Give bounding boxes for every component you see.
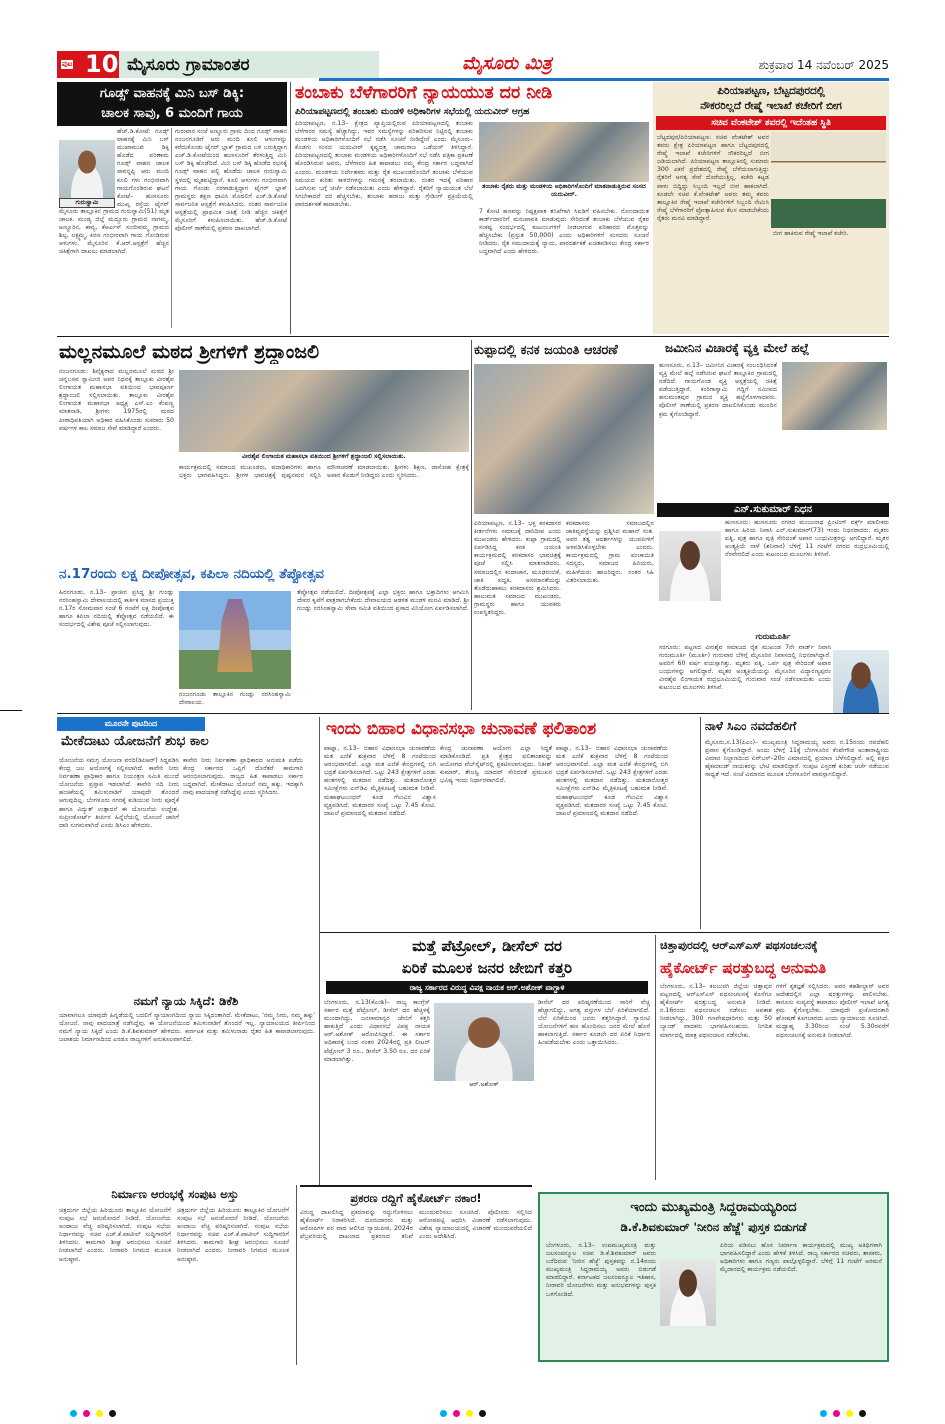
story-gurumurthy <box>657 632 889 714</box>
column-divider <box>319 717 320 1187</box>
headline: ಚಿತ್ತಾಪುರದಲ್ಲಿ ಆರ್‌ಎಸ್‌ಎಸ್ ಪಥಸಂಚಲನಕ್ಕೆ <box>660 939 818 952</box>
story-construction <box>57 1185 293 1365</box>
article-body: ಕಾರ್ಯಕ್ರಮದಲ್ಲಿ ಸಮಾಜದ ಮುಖಂಡರು, ಪದಾಧಿಕಾರಿಗಳು ಹಾಗೂ ಭಕ್ತರು ಭಾಗವಹಿಸಿದ್ದರು. ಶ್ರೀಗಳ ಭಾವಚಿತ್ರಕ್ಕೆ ಪುಷ್ಪನಮನ ಸಲ್ಲಿಸಿ ಮೌನಾಚರಣೆ ಮಾಡಲಾಯಿತು. ಶ್ರೀಗಳು ಶಿಕ್ಷಣ, ದಾಸೋಹ ಕ್ಷೇತ್ರಕ್ಕೆ ಅಪಾರ ಕೊಡುಗೆ ನೀಡಿದ್ದರು ಎಂದು ಸ್ಮರಿಸಿದರು. <box>179 464 469 480</box>
headline: ಕುಪ್ಪಾದಲ್ಲಿ ಕನಕ ಜಯಂತಿ ಆಚರಣೆ <box>474 343 618 358</box>
magenta-dot <box>453 1410 460 1417</box>
black-dot <box>479 1410 486 1417</box>
article-body: ಪಾಟ್ನಾ, ನ.13– ಬಿಹಾರ ವಿಧಾನಸಭಾ ಚುನಾವಣೆಯ ಮತ ಎಣಿಕೆ ಶುಕ್ರವಾರ ಬೆಳಿಗ್ಗೆ 8 ಗಂಟೆಯಿಂದ ಆರಂಭವಾಗಲಿದೆ. ಎಲ್ಲಾ ಮತ ಎಣಿಕೆ ಕೇಂದ್ರಗಳಲ್ಲಿ ಬಿಗಿ ಭದ್ರತೆ ಏರ್ಪಡಿಸಲಾಗಿದೆ. ಒಟ್ಟು 243 ಕ್ಷೇತ್ರಗಳಿಗೆ ಎರಡು ಹಂತಗಳಲ್ಲಿ ಮತದಾನ ನಡೆದಿತ್ತು. ಮತದಾನೋತ್ತರ ಸಮೀಕ್ಷೆಗಳು ಎನ್‌ಡಿಎ ಮೈತ್ರಿಕೂಟಕ್ಕೆ ಬಹುಮತ ನೀಡಿವೆ. ಮಹಾಘಟಬಂಧನ್ ಕೂಡ ಗೆಲುವಿನ ವಿಶ್ವಾಸ ವ್ಯಕ್ತಪಡಿಸಿದೆ. ಮತದಾರರ ಸಂಖ್ಯೆ ಒಟ್ಟು 7.45 ಕೋಟಿ. ದಾಖಲೆ ಪ್ರಮಾಣದಲ್ಲಿ ಮತದಾನ ನಡೆದಿದೆ. <box>556 745 668 817</box>
photo-caption: ನಂಜನಗೂಡು ತಾಲ್ಲೂಕಿನ ಗುಂಡ್ಲು ನರಸಿಂಹಸ್ವಾಮಿ ದೇವಾಲಯ. <box>179 691 291 707</box>
headline: ಮಲ್ಲನಮೂಲೆ ಮಠದ ಶ್ರೀಗಳಿಗೆ ಶ್ರದ್ಧಾಂಜಲಿ <box>59 341 320 363</box>
story-mallanamoole <box>57 340 469 560</box>
photo-caption: ಆರ್.ಅಶೋಕ್ <box>469 1081 499 1088</box>
headline-rule <box>300 1185 532 1187</box>
headline: ಪ್ರಕರಣ ರದ್ದಿಗೆ ಹೈಕೋರ್ಟ್ ನಕಾರ! <box>350 1191 482 1205</box>
article-body: ತೆಪ್ಪೋತ್ಸವ ನಡೆಯಲಿದೆ. ದೀಪೋತ್ಸವಕ್ಕೆ ಎಲ್ಲಾ ಭಕ್ತರು ಹಾಗೂ ಭಕ್ತಾದಿಗಳು ಆಗಮಿಸಿ ದೇವರ ಕೃಪೆಗೆ ಪಾತ್ರರಾಗಬೇಕೆಂದು ದೇವಾಲಯದ ಆಡಳಿತ ಮಂಡಳಿ ಮನವಿ ಮಾಡಿದೆ. ಶ್ರೀ ಗುಂಡ್ಲು ನರಸಿಂಹಸ್ವಾಮಿ ಸೇವಾ ಸಮಿತಿ ವತಿಯಿಂದ ಪ್ರಸಾದ ವಿನಿಯೋಗ ಏರ್ಪಡಿಸಲಾಗಿದೆ. <box>297 589 469 613</box>
section-band <box>119 51 379 78</box>
subhead-banner: ರಾಜ್ಯ ಸರ್ಕಾರದ ವಿರುದ್ಧ ವಿಪಕ್ಷ ನಾಯಕ ಆರ್.ಅಶೋಕ್ ವಾಗ್ದಾಳಿ <box>326 981 648 994</box>
article-body: ಯೋಜನೆಯ ಸಮಗ್ರ ಯೋಜನಾ ವರದಿ(ಡಿಪಿಆರ್) ಸಿದ್ಧಪಡಿಸಿ ಕೇಂದ್ರ ಜಲ ಆಯೋಗಕ್ಕೆ ಸಲ್ಲಿಸಲಾಗಿದೆ. ಕಾವೇರಿ ನೀರು ನಿರ್ವಹಣಾ ಪ್ರಾಧಿಕಾರ ಹಾಗೂ ನಿಯಂತ್ರಣ ಸಮಿತಿ ಮುಂದೆ ಯೋಜನೆಯ ಪ್ರಸ್ತಾಪ ಇಡಲಾಗಿದೆ. ಕಾವೇರಿ ನದಿ ನೀರು ಹಂಚಿಕೆಯಲ್ಲಿ ತಮಿಳುನಾಡಿಗೆ ಯಾವುದೇ ತೊಂದರೆ ಆಗುವುದಿಲ್ಲ. ಬೆಂಗಳೂರು ನಗರಕ್ಕೆ ಕುಡಿಯುವ ನೀರು ಪೂರೈಕೆ ಹಾಗೂ ವಿದ್ಯುತ್ ಉತ್ಪಾದನೆ ಈ ಯೋಜನೆಯ ಉದ್ದೇಶ. ಸುಪ್ರೀಂಕೋರ್ಟ್ ತೀರ್ಪಿನ ಹಿನ್ನೆಲೆಯಲ್ಲಿ ಯೋಜನೆ ಜಾರಿಗೆ ದಾರಿ ಸುಗಮವಾಗಿದೆ ಎಂದು ಡಿಸಿಎಂ ಹೇಳಿದರು. <box>59 757 179 829</box>
article-body: ಪಿರಿಯಾಪಟ್ಟಣ, ನ.13– ಭಕ್ತ ಕನಕದಾಸರ ಕೀರ್ತನೆಗಳು ಸಮಾಜಕ್ಕೆ ದಾರಿದೀಪ ಎಂದು ಮುಖಂಡರು ಹೇಳಿದರು. ಕುಪ್ಪಾ ಗ್ರಾಮದಲ್ಲಿ ಏರ್ಪಡಿಸಿದ್ದ ಕನಕ ಜಯಂತಿ ಕಾರ್ಯಕ್ರಮದಲ್ಲಿ ಕನಕದಾಸರ ಭಾವಚಿತ್ರಕ್ಕೆ ಪೂಜೆ ಸಲ್ಲಿಸಿ ಮಾತನಾಡಿದರು. ಸಮಾಜದಲ್ಲಿನ ಕಂದಾಚಾರ, ಮೂಢನಂಬಿಕೆ, ಜಾತಿ ಪದ್ಧತಿ, ಅಸಮಾನತೆಯನ್ನು ತೊಡೆದುಹಾಕಲು ಕನಕದಾಸರು ಶ್ರಮಿಸಿದರು. ಹಾಲುಮತ ಸಮಾಜದ ಮುಖಂಡರು, ಗ್ರಾಮಸ್ಥರು ಹಾಗೂ ಯುವಕರು ಉಪಸ್ಥಿತರಿದ್ದರು. <box>474 520 561 617</box>
headline: ಎನ್.ಸುಕುಮಾರ್ ನಿಧನ <box>657 503 889 517</box>
headline: ಏರಿಕೆ ಮೂಲಕ ಜನರ ಜೇಬಿಗೆ ಕತ್ತರಿ <box>401 959 573 977</box>
article-body: ಮೈಸೂರು,ನ.13(ಪಿಎಂ)– ಮುಖ್ಯಮಂತ್ರಿ ಸಿದ್ದರಾಮಯ್ಯ ಅವರು ನ.15ರಂದು ನವದೆಹಲಿ ಪ್ರವಾಸ ಕೈಗೊಂಡಿದ್ದಾರೆ. ಅಂದು ಬೆಳಿಗ್ಗೆ 11ಕ್ಕೆ ಬೆಂಗಳೂರಿನ ಕೆಂಪೇಗೌಡ ಅಂತಾರಾಷ್ಟ್ರೀಯ ವಿಮಾನ ನಿಲ್ದಾಣದಿಂದ ಏರ್‌ಬಸ್–20ರ ವಿಮಾನದಲ್ಲಿ ಪ್ರಯಾಣ ಬೆಳೆಸಲಿದ್ದಾರೆ. ಅಲ್ಲಿ ಪಕ್ಷದ ಹೈಕಮಾಂಡ್ ನಾಯಕರನ್ನು ಭೇಟಿ ಮಾಡಲಿದ್ದಾರೆ. ಸಂಪುಟ ವಿಸ್ತರಣೆ ಕುರಿತು ಚರ್ಚೆ ನಡೆಯುವ ಸಾಧ್ಯತೆ ಇದೆ. ಸಂಜೆ ವಿಮಾನದ ಮೂಲಕ ಬೆಂಗಳೂರಿಗೆ ವಾಪಸ್ಸಾಗಲಿದ್ದಾರೆ. <box>705 739 889 779</box>
headline: ನಾಳೆ ಸಿಎಂ ನವದೆಹಲಿಗೆ <box>705 719 797 733</box>
yellow-dot <box>466 1410 473 1417</box>
article-lead: ಹೆಚ್.ಡಿ.ಕೋಟೆ: ಗೂಡ್ಸ್ ವಾಹನಕ್ಕೆ ಮಿನಿ ಬಸ್ ಮುಖಾಮುಖಿ ಡಿಕ್ಕಿ ಹೊಡೆದ ಪರಿಣಾಮ ಗೂಡ್ಸ್ ವಾಹನ ಚಾಲಕ ಸಾವನ್ನಪ್ಪಿ ಆರು ಮಂದಿ ಕೂಲಿ ಗಳು ಗಂಭೀರವಾಗಿ ಗಾಯಗೊಂಡಿರುವ ಘಟನೆ ಕೋಟೆ– ಹುಣಸೂರು ಮುಖ್ಯ ರಸ್ತೆಯ ಟೈಗರ್ <box>117 128 169 208</box>
column-divider <box>296 1185 297 1365</box>
article-body: ಡೀಸೆಲ್ ದರ ಪರಿಷ್ಕರಣೆಯಿಂದ ಸಾರಿಗೆ ವೆಚ್ಚ ಹೆಚ್ಚಾಗಲಿದ್ದು, ಅಗತ್ಯ ವಸ್ತುಗಳ ಬೆಲೆ ಏರಿಕೆಯಾಗಲಿದೆ. ಬೆಲೆ ಏರಿಕೆಯಿಂದ ಜನರು ತತ್ತರಿಸಿದ್ದಾರೆ. ಗ್ಯಾರಂಟಿ ಯೋಜನೆಗಳಿಗೆ ಹಣ ಹೊಂದಿಸಲು ಜನರ ಮೇಲೆ ಹೊರೆ ಹಾಕಲಾಗುತ್ತಿದೆ. ಸರ್ಕಾರ ಕೂಡಲೇ ದರ ಏರಿಕೆ ನಿರ್ಧಾರ ಹಿಂಪಡೆಯಬೇಕು ಎಂದು ಒತ್ತಾಯಿಸಿದರು. <box>538 999 650 1047</box>
yellow-dot <box>96 1410 103 1417</box>
story-goods-accident <box>57 82 287 332</box>
headline: ಇಂದು ಮುಖ್ಯಮಂತ್ರಿ ಸಿದ್ದರಾಮಯ್ಯರಿಂದ <box>630 1200 797 1215</box>
headline: ನಿರ್ಮಾಣ ಆರಂಭಕ್ಕೆ ಸಂಪುಟ ಅಸ್ತು <box>111 1187 239 1201</box>
headline-box <box>57 82 287 126</box>
cyan-dot <box>70 1410 77 1417</box>
article-body: 7 ಕೋಟಿ ಹಣವನ್ನು ನಿಷ್ಪಕ್ಷಪಾತ ತನಿಖೆಗಾಗಿ ಸಿಐಡಿಗೆ ವಹಿಸಬೇಕು. ನೋಂದಾಯಿತ ಕಾರ್ಡ್‌ದಾರರಿಗೆ ಮರುಪಾವತಿ ಮಾಡುವುದು ಸೇರಿದಂತೆ ತಂಬಾಕು ಬೆಳೆಯುವ ರೈತರ ಸಂಕಷ್ಟ ಸಂದರ್ಭದಲ್ಲಿ ಕುಟುಂಬಗಳಿಗೆ ನೀಡಲಾಗುವ ಪರಿಹಾರದ ಮೊತ್ತವನ್ನು ಹೆಚ್ಚಿಸಬೇಕು (ಪ್ರಸ್ತುತ 50,000) ಎಂದು ಅಧಿಕಾರಿಗಳಿಗೆ ಸಂಸದರು ಸೂಚನೆ ನೀಡಿದರು. ರೈತ ಸಮುದಾಯಕ್ಕೆ ನ್ಯಾಯ, ಪಾರದರ್ಶಕತೆ ಖಚಿತಪಡಿಸಲು ಕೇಂದ್ರ ಸರ್ಕಾರ ಬದ್ಧವಾಗಿದೆ ಎಂದು ಹೇಳಿದರು. <box>479 208 649 256</box>
article-body: ಬೆಂಗಳೂರು, ನ.13– ಉಪಮುಖ್ಯಮಂತ್ರಿ ಮತ್ತು ಜಲಸಂಪನ್ಮೂಲ ಸಚಿವ ಡಿ.ಕೆ.ಶಿವಕುಮಾರ್ ಅವರು ಬರೆದಿರುವ 'ನೀರಿನ ಹೆಜ್ಜೆ' ಪುಸ್ತಕವನ್ನು ನ.14ರಂದು ಮುಖ್ಯಮಂತ್ರಿ ಸಿದ್ದರಾಮಯ್ಯ ಅವರು ಬಿಡುಗಡೆ ಮಾಡಲಿದ್ದಾರೆ. ಕರ್ನಾಟಕದ ಜಲಸಂಪನ್ಮೂಲ ಇತಿಹಾಸ, ನೀರಾವರಿ ಯೋಜನೆಗಳು ಮತ್ತು ಅನುಭವಗಳನ್ನು ಪುಸ್ತಕ ಒಳಗೊಂಡಿದೆ. <box>546 1242 656 1298</box>
photo-gurumurthy <box>833 650 889 714</box>
photo-kanaka-jayanthi <box>474 364 654 514</box>
headline: ಡಿ.ಕೆ.ಶಿವಕುಮಾರ್ 'ನೀರಿನ ಹೆಜ್ಜೆ' ಪುಸ್ತಕ ಬಿಡುಗಡೆ <box>620 1220 807 1234</box>
photo-victim <box>782 362 887 430</box>
article-body: ಹುಣಸೂರು: ಹುಣಸೂರು ನಗರದ ಮಂಜುನಾಥ ಪ್ರಿಂಟಿಂಗ್ ವರ್ಕ್ಸ್ ಮಾಲೀಕರು ಹಾಗೂ ಹಿರಿಯ ನಿವಾಸಿ ಎನ್.ಸುಕುಮಾರ್(73) ಇಂದು ನಿಧನರಾದರು. ಮೃತರು ಪತ್ನಿ, ಪುತ್ರ ಹಾಗೂ ಪುತ್ರಿ ಸೇರಿದಂತೆ ಅಪಾರ ಬಂಧುಮಿತ್ರರನ್ನು ಅಗಲಿದ್ದಾರೆ. ಮೃತರ ಅಂತ್ಯಕ್ರಿಯೆ ನಾಳೆ (ಶನಿವಾರ) ಬೆಳಿಗ್ಗೆ 11 ಗಂಟೆಗೆ ನಗರದ ರುದ್ರಭೂಮಿಯಲ್ಲಿ ನೆರವೇರಲಿದೆ ಎಂದು ಕುಟುಂಬದ ಮೂಲಗಳು ತಿಳಿಸಿವೆ. <box>725 519 889 559</box>
registration-marks-left <box>70 1402 130 1410</box>
magenta-dot <box>833 1410 840 1417</box>
photo-tobacco-meeting <box>479 122 649 182</box>
headline: ತಂಬಾಕು ಬೆಳೆಗಾರರಿಗೆ ನ್ಯಾಯಯುತ ದರ ನೀಡಿ <box>295 83 553 103</box>
story-land-attack <box>657 338 889 498</box>
article-body: ಬೆಟ್ಟದಪುರ/ಪಿರಿಯಾಪಟ್ಟಣ: ಸಚಿವ ವೆಂಕಟೇಶ್ ಅವರ ತವರು ಕ್ಷೇತ್ರ ಪಿರಿಯಾಪಟ್ಟಣ ಹಾಗೂ ಬೆಟ್ಟದಪುರದಲ್ಲಿ ರೇಷ್ಮೆ ಇಲಾಖೆ ಕಚೇರಿಗಳಿಗೆ ನೌಕರರಿಲ್ಲದೆ ಬೀಗ ಜಡಿಯಲಾಗಿದೆ. ಪಿರಿಯಾಪಟ್ಟಣ ತಾಲ್ಲೂಕಿನಲ್ಲಿ ಸುಮಾರು 300 ಎಕರೆ ಪ್ರದೇಶದಲ್ಲಿ ರೇಷ್ಮೆ ಬೆಳೆಯಲಾಗುತ್ತಿದ್ದು ರೈತರಿಗೆ ಅಗತ್ಯ ಸೇವೆ ದೊರೆಯುತ್ತಿಲ್ಲ. ಕಚೇರಿ ಕಟ್ಟಡ ಪಾಳು ಬಿದ್ದಿದ್ದು ಸಿಬ್ಬಂದಿ ಇಲ್ಲದೆ ಬೀಗ ಹಾಕಲಾಗಿದೆ. ಕೂಡಲೇ ಸಚಿವ ಕೆ.ವೆಂಕಟೇಶ್ ಅವರು ತಮ್ಮ ತವರು ತಾಲ್ಲೂಕಿನ ರೇಷ್ಮೆ ಇಲಾಖೆ ಕಚೇರಿಗಳಿಗೆ ಸಿಬ್ಬಂದಿ ನೇಮಿಸಿ ರೇಷ್ಮೆ ಬೆಳೆಗಾರರಿಗೆ ಪ್ರೋತ್ಸಾಹಿಸುವ ಕೆಲಸ ಮಾಡಬೇಕೆಂದು ರೈತರು ಮನವಿ ಮಾಡಿದ್ದಾರೆ. <box>657 134 769 222</box>
story-tobacco <box>295 82 650 334</box>
article-body: ಪಿರಿಯ ಪಡಿಸಲು ಹೊಸ ನಿರ್ಮಾಣ ಕಾರ್ಯಕ್ರಮದಲ್ಲಿ ಮುಖ್ಯ ಅತಿಥಿಗಳಾಗಿ ಭಾಗವಹಿಸಲಿದ್ದಾರೆ ಎಂದು ಹೇಳಿಕೆ ತಿಳಿಸಿದೆ. ರಾಜ್ಯ ಸರ್ಕಾರದ ಸಚಿವರು, ಶಾಸಕರು, ಅಧಿಕಾರಿಗಳು ಹಾಗೂ ಗಣ್ಯರು ಪಾಲ್ಗೊಳ್ಳಲಿದ್ದಾರೆ. ಬೆಳಿಗ್ಗೆ 11 ಗಂಟೆಗೆ ಅರಮನೆ ಮೈದಾನದಲ್ಲಿ ಕಾರ್ಯಕ್ರಮ ನಡೆಯಲಿದೆ. <box>720 1242 882 1274</box>
cyan-dot <box>820 1410 827 1417</box>
paper-logo: ಮೈಸೂರು ಮಿತ್ರ <box>462 53 552 74</box>
article-body: ಯಾವಾಗಲೂ ಯಾವುದೇ ಹಿನ್ನಡೆಯಲ್ಲಿ ಬದಲಿಗೆ ನ್ಯಾಯಾಂಗದಿಂದ ನ್ಯಾಯ ಸಿಕ್ಕಿದಂತಾಗಿದೆ. ಮೇಕೆದಾಟು, 'ನಮ್ಮ ನೀರು, ನಮ್ಮ ಹಕ್ಕು' ಯೋಜನೆ. ನಾವು ಪಾದಯಾತ್ರೆ ನಡೆಸಿದ್ದೆವು. ಈ ಯೋಜನೆಯಿಂದ ತಮಿಳುನಾಡಿಗೆ ತೊಂದರೆ ಇಲ್ಲ. ನ್ಯಾಯಾಲಯದ ತೀರ್ಪಿನಿಂದ ನಮಗೆ ನ್ಯಾಯ ಸಿಕ್ಕಿದೆ ಎಂದು ಡಿ.ಕೆ.ಶಿವಕುಮಾರ್ ಹೇಳಿದರು. ಕರ್ನಾಟಕ ಮತ್ತು ತಮಿಳುನಾಡು ರೈತರ ಹಿತ ಕಾಪಾಡಲಾಗುವುದು. ಜಲಾಶಯ ನಿರ್ಮಾಣದಿಂದ ಎರಡೂ ರಾಜ್ಯಗಳಿಗೆ ಅನುಕೂಲವಾಗಲಿದೆ. <box>59 1012 315 1044</box>
continued-from-kicker: ಮೂರನೇ ಪುಟದಿಂದ <box>57 717 205 731</box>
story-bihar <box>322 717 672 927</box>
article-body: ಗುರುವಾರ ಸಂಜೆ ಅಣ್ಣೂರು ಗ್ರಾಮ ದಿಂದ ಗೂಡ್ಸ್ ವಾಹನ ನಂಜನಗೂಡಿಗೆ ಆರು ಮಂದಿ ಕೂಲಿ ಆಳುಗಳನ್ನು ಕರೆದುಕೊಂಡು ಟೈಗರ್ ಬ್ಲಾಕ್ ಗ್ರಾಮದ ಬಳಿ ಬರುತ್ತಿದ್ದಾಗ ಎಚ್.ಡಿ.ಕೋಟೆಯಿಂದ ಹುಣಸೂರಿಗೆ ತೆರಳುತ್ತಿದ್ದ ಮಿನಿ ಬಸ್ ಡಿಕ್ಕಿ ಹೊಡೆದಿದೆ. ಮಿನಿ ಬಸ್ ಡಿಕ್ಕಿ ಹೊಡೆದ ರಭಸಕ್ಕೆ ಗೂಡ್ಸ್ ವಾಹನ ಪಲ್ಟಿ ಹೊಡೆದು ಚಾಲಕ ಗುರುಸ್ವಾಮಿ ಸ್ಥಳದಲ್ಲಿ ಮೃತಪಟ್ಟಿದ್ದಾನೆ. ಕೂಲಿ ಆಳುಗಳು ಗಂಭೀರವಾಗಿ ಗಾಯ ಗೊಂಡು ನರಳಾಡುತ್ತಿದ್ದಾಗ ಟೈಗರ್ ಬ್ಲಾಕ್ ಗ್ರಾಮಸ್ಥರು ತಕ್ಷಣ ಧಾವಿಸಿ ಮೊದಲಿಗೆ ಎಚ್.ಡಿ.ಕೋಟೆ ಸಾರ್ವಜನಿಕ ಆಸ್ಪತ್ರೆಗೆ ಕಳುಹಿಸಿದರು. ನಂತರ ಸಾರ್ವಜನಿಕ ಆಸ್ಪತ್ರೆಯಲ್ಲಿ ಪ್ರಾಥಮಿಕ ಚಿಕಿತ್ಸೆ ನೀಡಿ ಹೆಚ್ಚಿನ ಚಿಕಿತ್ಸೆಗೆ ಮೈಸೂರಿಗೆ ಕಳುಹಿಸಲಾಯಿತು. ಹೆಚ್.ಡಿ.ಕೋಟೆ ಪೊಲೀಸ್ ಠಾಣೆಯಲ್ಲಿ ಪ್ರಕರಣ ದಾಖಲಾಗಿದೆ. <box>175 128 287 233</box>
story-silk-office <box>653 82 889 334</box>
registration-marks-center <box>440 1402 500 1410</box>
photo-caption: ವೀರಶೈವ ಲಿಂಗಾಯತ ಮಹಾಸಭಾ ವತಿಯಿಂದ ಶ್ರೀಗಳಿಗೆ ಶ್ರದ್ಧಾಂಜಲಿ ಸಲ್ಲಿಸಲಾಯಿತು. <box>242 453 406 460</box>
photo-ashok <box>434 1003 534 1081</box>
headline: ಪಿರಿಯಾಪಟ್ಟಣ, ಬೆಟ್ಟದಪುರದಲ್ಲಿ <box>717 85 825 97</box>
magenta-dot <box>83 1410 90 1417</box>
article-body: ಪಿರಿಯಾಪಟ್ಟಣ, ನ.13– ಕ್ಷೇತ್ರದ ವ್ಯಾಪ್ತಿಯಲ್ಲಿರುವ ಪಿರಿಯಾಪಟ್ಟಣದಲ್ಲಿ ತಂಬಾಕು ಬೆಳೆಗಾರರ ಸಮಸ್ಯೆ ಹೆಚ್ಚಾಗಿದ್ದು, ಇವರ ಸಮಸ್ಯೆಗಳನ್ನು ಪರಿಹರಿಸುವ ನಿಟ್ಟಿನಲ್ಲಿ ತಂಬಾಕು ಮಂಡಳಿಯ ಅಧಿಕಾರಿಗಳೊಂದಿಗೆ ಸಭೆ ನಡೆಸಿ ಸೂಚನೆ ನೀಡಿದ್ದೇನೆ ಎಂದು ಮೈಸೂರು–ಕೊಡಗು ಸಂಸದ ಯದುವೀರ್ ಕೃಷ್ಣದತ್ತ ಚಾಮರಾಜ ಒಡೆಯರ್ ತಿಳಿಸಿದ್ದಾರೆ. ಪಿರಿಯಾಪಟ್ಟಣದಲ್ಲಿ ತಂಬಾಕು ಮಂಡಳಿಯ ಅಧಿಕಾರಿಗಳೊಂದಿಗೆ ಸಭೆ ನಡೆಸಿ ಪತ್ರಿಕಾ ಪ್ರಕಟಣೆ ಹೊರಡಿಸಿರುವ ಅವರು, ಬೆಳೆಗಾರರ ಹಿತ ಕಾಪಾಡಲು ನಮ್ಮ ಕೇಂದ್ರ ಸರ್ಕಾರ ಬದ್ಧವಾಗಿದೆ ಎಂದರು. ಮಂಡಳಿಯ ನಿರ್ದೇಶಕರು ಮತ್ತು ರೈತ ಮುಖಂಡರೊಂದಿಗೆ ತಂಬಾಕು ಬೆಳೆಯುವ ಸಮಯದ ಕುರಿತು ಕಾಳಜಿಗಳನ್ನು ಗಮನಕ್ಕೆ ತರಲಾಯಿತು. ನಂತರ ಇದಕ್ಕೆ ಪರಿಹಾರ ಒದಗಿಸುವ ಬಗ್ಗೆ ಚರ್ಚೆ ನಡೆಸಲಾಯಿತು ಎಂದು ಹೇಳಿದ್ದಾರೆ. ರೈತರಿಗೆ ನ್ಯಾಯಯುತ ಬೆಲೆ ಸಿಗಬೇಕಾದರೆ ದರ ಹೆಚ್ಚಿಸಬೇಕು, ತಂಬಾಕು ಹರಾಜು ಮತ್ತು ಗ್ರೇಡಿಂಗ್ ಪ್ರಕ್ರಿಯೆಯಲ್ಲಿ ಪಾರದರ್ಶಕತೆ ಕಾಪಾಡಬೇಕು. <box>295 120 473 208</box>
article-body: ಸರಗೂರು: ಪಟ್ಟಣದ ವೀರಶೈವ ಸಮಾಜದ ರೈತ ಮುಖಂಡ 7ನೇ ವಾರ್ಡ್ ನಿವಾಸಿ ಗುರುಮೂರ್ತಿ (ಮೂರ್ತಿ) ಗುರುವಾರ ಬೆಳಿಗ್ಗೆ ಮೈಸೂರಿನ ನಿವಾಸದಲ್ಲಿ ನಿಧನರಾಗಿದ್ದಾರೆ. ಅವರಿಗೆ 60 ವರ್ಷ ವಯಸ್ಸಾಗಿತ್ತು. ಮೃತರು ಪತ್ನಿ, ಒರ್ವ ಪುತ್ರ ಸೇರಿದಂತೆ ಅಪಾರ ಬಂಧುಗಳನ್ನು ಅಗಲಿದ್ದಾರೆ. ಮೃತರ ಅಂತ್ಯಕ್ರಿಯೆಯನ್ನು ಮೈಸೂರಿನ ವಿದ್ಯಾರಣ್ಯಪುರಂ ವೀರಶೈವ ಲಿಂಗಾಯತ ರುದ್ರಭೂಮಿಯಲ್ಲಿ ಗುರುವಾರ ಸಂಜೆ ನಡೆಸಲಾಯಿತು ಎಂದು ಕುಟುಂಬದ ಮೂಲಗಳು ತಿಳಿಸಿವೆ. <box>659 644 831 692</box>
story-kanaka <box>474 340 654 708</box>
headline: ಮತ್ತೆ ಪೆಟ್ರೋಲ್, ಡೀಸೆಲ್ ದರ <box>412 937 562 955</box>
column-divider <box>171 128 172 328</box>
article-body: ಕಾವೇರಿ ನೀರು ನಿರ್ವಹಣಾ ಪ್ರಾಧಿಕಾರದ ಅನುಮತಿ ಪಡೆದು ಕೇಂದ್ರ ಸರ್ಕಾರದ ಒಪ್ಪಿಗೆ ದೊರೆತರೆ ಕಾಮಗಾರಿ ಆರಂಭಿಸಲಾಗುವುದು. ರಾಜ್ಯದ ಹಿತ ಕಾಪಾಡಲು ಸರ್ಕಾರ ಬದ್ಧವಾಗಿದೆ. ಮೇಕೆದಾಟು ಯೋಜನೆ ನಮ್ಮ ಹಕ್ಕು. ಇದಕ್ಕಾಗಿ ನಾವು ಪಾದಯಾತ್ರೆ ನಡೆಸಿದ್ದೆವು ಎಂದು ಸ್ಮರಿಸಿದರು. <box>183 757 303 797</box>
headline: ಗೂಡ್ಸ್ ವಾಹನಕ್ಕೆ ಮಿನಿ ಬಸ್ ಡಿಕ್ಕಿ: <box>99 86 245 101</box>
headline: ಗುರುಮೂರ್ತಿ <box>755 632 791 641</box>
article-body: ಕೇಂದ್ರ ಚುನಾವಣಾ ಆಯೋಗ ಎಲ್ಲಾ ಸಿದ್ಧತೆ ಮಾಡಿಕೊಂಡಿದೆ. ಪ್ರತಿ ಕ್ಷೇತ್ರದ ಫಲಿತಾಂಶವನ್ನು ಆಯೋಗದ ವೆಬ್‌ಸೈಟ್‌ನಲ್ಲಿ ಪ್ರಕಟಿಸಲಾಗುವುದು. ನಿತೀಶ್ ಕುಮಾರ್, ತೇಜಸ್ವಿ ಯಾದವ್ ಸೇರಿದಂತೆ ಪ್ರಮುಖರ ಭವಿಷ್ಯ ಇಂದು ನಿರ್ಧಾರವಾಗಲಿದೆ. <box>440 745 552 785</box>
headline: ಮೇಕೆದಾಟು ಯೋಜನೆಗೆ ಶುಭ ಕಾಲ <box>61 734 209 749</box>
crop-mark <box>0 710 22 711</box>
headline: ನೌಕರರಿಲ್ಲದೆ ರೇಷ್ಮೆ ಇಲಾಖೆ ಕಚೇರಿಗೆ ಬೀಗ <box>700 100 842 112</box>
headline: ಜಮೀನಿನ ವಿಚಾರಕ್ಕೆ ವ್ಯಕ್ತಿ ಮೇಲೆ ಹಲ್ಲೆ <box>665 341 810 355</box>
page-number-badge <box>57 51 119 78</box>
story-petrol <box>322 935 652 1180</box>
headline: ಹೈಕೋರ್ಟ್ ಷರತ್ತುಬದ್ಧ ಅನುಮತಿ <box>660 959 827 977</box>
section-rule <box>57 713 889 714</box>
article-body: ಪಾಟ್ನಾ, ನ.13– ಬಿಹಾರ ವಿಧಾನಸಭಾ ಚುನಾವಣೆಯ ಮತ ಎಣಿಕೆ ಶುಕ್ರವಾರ ಬೆಳಿಗ್ಗೆ 8 ಗಂಟೆಯಿಂದ ಆರಂಭವಾಗಲಿದೆ. ಎಲ್ಲಾ ಮತ ಎಣಿಕೆ ಕೇಂದ್ರಗಳಲ್ಲಿ ಬಿಗಿ ಭದ್ರತೆ ಏರ್ಪಡಿಸಲಾಗಿದೆ. ಒಟ್ಟು 243 ಕ್ಷೇತ್ರಗಳಿಗೆ ಎರಡು ಹಂತಗಳಲ್ಲಿ ಮತದಾನ ನಡೆದಿತ್ತು. ಮತದಾನೋತ್ತರ ಸಮೀಕ್ಷೆಗಳು ಎನ್‌ಡಿಎ ಮೈತ್ರಿಕೂಟಕ್ಕೆ ಬಹುಮತ ನೀಡಿವೆ. ಮಹಾಘಟಬಂಧನ್ ಕೂಡ ಗೆಲುವಿನ ವಿಶ್ವಾಸ ವ್ಯಕ್ತಪಡಿಸಿದೆ. ಮತದಾರರ ಸಂಖ್ಯೆ ಒಟ್ಟು 7.45 ಕೋಟಿ. ದಾಖಲೆ ಪ್ರಮಾಣದಲ್ಲಿ ಮತದಾನ ನಡೆದಿದೆ. <box>324 745 436 817</box>
black-dot <box>859 1410 866 1417</box>
registration-marks-right <box>820 1402 880 1410</box>
photo-caption: ಗುರುಸ್ವಾಮಿ <box>59 198 115 208</box>
story-dk-justice <box>57 992 315 1182</box>
column-divider <box>290 82 291 334</box>
page-number: 10 <box>85 51 119 78</box>
article-body: ನಂಜನಗೂಡು: ಶಿವೈಕ್ಯರಾದ ಮಲ್ಲನಮೂಲೆ ಮಠದ ಶ್ರೀ ಚನ್ನಬಸವ ಸ್ವಾಮೀಜಿ ಅವರ ನಿಧನಕ್ಕೆ ತಾಲ್ಲೂಕು ವೀರಶೈವ ಲಿಂಗಾಯತ ಮಹಾಸಭಾ ವತಿಯಿಂದ ಭಾವಪೂರ್ಣ ಶ್ರದ್ಧಾಂಜಲಿ ಸಲ್ಲಿಸಲಾಯಿತು. ತಾಲ್ಲೂಕು ವೀರಶೈವ ಲಿಂಗಾಯತ ಮಹಾಸಭಾ ಅಧ್ಯಕ್ಷ ಎಸ್.ಎಂ ಕೆಂಪಣ್ಣ ಮಾತನಾಡಿ, ಶ್ರೀಗಳು 1975ರಲ್ಲಿ ಮಠದ ಪೀಠಾಧಿಪತಿಯಾಗಿ ಅಧಿಕಾರ ವಹಿಸಿಕೊಂಡು ಸುಮಾರು 50 ವರ್ಷಗಳ ಕಾಲ ಸಮಾಜ ಸೇವೆ ಮಾಡಿದ್ದಾರೆ ಎಂದರು. <box>59 368 174 432</box>
article-body: ಹುಣಸೂರು, ನ.13– ಜಮೀನಿನ ವಿಚಾರಕ್ಕೆ ಸಂಬಂಧಿಸಿದಂತೆ ವ್ಯಕ್ತಿ ಮೇಲೆ ಹಲ್ಲೆ ನಡೆಸಿರುವ ಘಟನೆ ತಾಲ್ಲೂಕಿನ ಗ್ರಾಮದಲ್ಲಿ ನಡೆದಿದೆ. ಗಾಯಗೊಂಡ ವ್ಯಕ್ತಿ ಆಸ್ಪತ್ರೆಯಲ್ಲಿ ಚಿಕಿತ್ಸೆ ಪಡೆಯುತ್ತಿದ್ದಾರೆ. ಕಂಠಿಗಾಸ್ವಾಮಿ ಗದ್ದಿಗೆ ನಮೀಪದ ಹನುಮಂತಪುರ ಗ್ರಾಮದ ವ್ಯಕ್ತಿ ಹಲ್ಲೆಗೊಳಗಾದವರು. ಪೊಲೀಸ್ ಠಾಣೆಯಲ್ಲಿ ಪ್ರಕರಣ ದಾಖಲಿಸಿಕೊಂಡು ಮುಂದಿನ ಕ್ರಮ ಕೈಗೊಂಡಿದ್ದಾರೆ. <box>659 362 777 418</box>
masthead-rule <box>319 78 889 81</box>
column-divider <box>700 717 701 929</box>
article-body: ಗಳಿಗೆ ಕೃತಜ್ಞತೆ ಸಲ್ಲಿಸಿದರು. ಅವರ ತಹಶೀಲ್ದಾರ್ ಅವರ ಆದೇಶದಲ್ಲಿನ ಎಲ್ಲಾ ಷರತ್ತುಗಳನ್ನು ಪಾಲಿಸಬೇಕು. ಕಾನೂನು ಸುವ್ಯವಸ್ಥೆ ಕಾಪಾಡಲು ಪೊಲೀಸ್ ಇಲಾಖೆ ಅಗತ್ಯ ಕ್ರಮ ಕೈಗೊಳ್ಳಬೇಕು. ಯಾವುದೇ ಪ್ರಚೋದನಕಾರಿ ಘೋಷಣೆ ಕೂಗಬಾರದು ಎಂದು ನ್ಯಾಯಾಲಯ ಸೂಚಿಸಿದೆ. ಮಧ್ಯಾಹ್ನ 3.30ರಿಂದ ಸಂಜೆ 5.30ರವರೆಗೆ ಪಥಸಂಚಲನಕ್ಕೆ ಅನುಮತಿ ನೀಡಲಾಗಿದೆ. <box>776 983 889 1039</box>
section-rule <box>320 932 889 933</box>
section-rule <box>57 336 889 337</box>
article-body: ಬೆಂಗಳೂರು, ನ.13(ಕೆಎಂಶಿ)– ರಾಜ್ಯ ಕಾಂಗ್ರೆಸ್ ಸರ್ಕಾರ ಮತ್ತೆ ಪೆಟ್ರೋಲ್, ಡೀಸೆಲ್ ದರ ಹೆಚ್ಚಳಕ್ಕೆ ಮುಂದಾಗಿದ್ದು, ಜನಸಾಮಾನ್ಯರ ಜೇಬಿಗೆ ಕತ್ತರಿ ಹಾಕುತ್ತಿದೆ ಎಂದು ವಿಧಾನಸಭೆ ವಿಪಕ್ಷ ನಾಯಕ ಆರ್.ಅಶೋಕ್ ಆರೋಪಿಸಿದ್ದಾರೆ. ಈ ಸರ್ಕಾರ ಅಧಿಕಾರಕ್ಕೆ ಬಂದ ನಂತರ 2024ರಲ್ಲಿ ಪ್ರತಿ ಲೀಟರ್ ಪೆಟ್ರೋಲ್ 3 ರೂ., ಡೀಸೆಲ್ 3.50 ರೂ. ದರ ಏರಿಕೆ ಮಾಡಲಾಗಿತ್ತು. <box>324 999 430 1063</box>
article-body: ಕನಕದಾಸರು ಸಮಾಜದಲ್ಲಿನ ಜಾತಿವ್ಯವಸ್ಥೆಯನ್ನು ಪ್ರಶ್ನಿಸಿದ ಮಹಾನ್ ಸಂತ. ಅವರ ತತ್ವ ಆದರ್ಶಗಳನ್ನು ಯುವಪೀಳಿಗೆ ಅಳವಡಿಸಿಕೊಳ್ಳಬೇಕು ಎಂದರು. ಕಾರ್ಯಕ್ರಮದಲ್ಲಿ ಗ್ರಾಮ ಪಂಚಾಯಿತಿ ಸದಸ್ಯರು, ಸಮಾಜದ ಹಿರಿಯರು, ಮಹಿಳೆಯರು ಹಾಜರಿದ್ದರು. ನಂತರ ಸಿಹಿ ವಿತರಿಸಲಾಯಿತು. <box>566 520 654 584</box>
photo-temple <box>179 591 291 689</box>
headline: ಇಂದು ಬಿಹಾರ ವಿಧಾನಸಭಾ ಚುನಾವಣೆ ಫಲಿತಾಂಶ <box>326 719 597 739</box>
article-body: ಚಿತ್ರದುರ್ಗ ಜಿಲ್ಲೆಯ ಹಿರಿಯೂರು ತಾಲ್ಲೂಕಿನ ಯೋಜನೆಗೆ ಸಂಪುಟ ಸಭೆ ಅನುಮೋದನೆ ನೀಡಿದೆ. ಯೋಜನೆಯ ಅಂದಾಜು ವೆಚ್ಚ ಪರಿಷ್ಕರಿಸಲಾಗಿದೆ. ಸಂಪುಟ ಸಭೆಯ ನಿರ್ಧಾರವನ್ನು ಸಚಿವ ಎಚ್.ಕೆ.ಪಾಟೀಲ್ ಸುದ್ದಿಗಾರರಿಗೆ ತಿಳಿಸಿದರು. ಕಾಮಗಾರಿ ಶೀಘ್ರ ಆರಂಭಿಸಲು ಸೂಚನೆ ನೀಡಲಾಗಿದೆ ಎಂದರು. ನೀರಾವರಿ ನಿಗಮದ ಮೂಲಕ ಅನುಷ್ಠಾನ. <box>59 1207 171 1263</box>
tag-banner: ಸಚಿವ ವೆಂಕಟೇಶ್ ತವರಲ್ಲಿ ಇದೆಂತಹ ಸ್ಥಿತಿ <box>656 116 886 130</box>
article-body: ಮೈಸೂರು ತಾಲ್ಲೂಕಿನ ಗ್ರಾಮದ ಗುರುಸ್ವಾಮಿ(51) ಮೃತ ಚಾಲಕ. ಮಂಡ್ಯ ಜಿಲ್ಲೆ ಮದ್ದೂರು ಗ್ರಾಮದ ನಾಗಮ್ಮ, ಅಣ್ಣೂರಿನ, ಕಾವ್ಯ, ಕೆಆರ್ಎಸ್ ಸಂಜೀವಮ್ಮ ಗ್ರಾಮದ ಶಿಲ್ಪ, ಲಕ್ಷ್ಮಮ್ಮ, ಕಿರಣ ಗಂಭೀರವಾಗಿ ಗಾಯ ಗೊಂಡಿರುವ ಆಳುಗಳು. ಮೈಸೂರಿನ ಕೆ.ಆರ್.ಆಸ್ಪತ್ರೆಗೆ ಹೆಚ್ಚಿನ ಚಿಕಿತ್ಸೆಗಾಗಿ ದಾಖಲು ಮಾಡಲಾಗಿದೆ. <box>59 208 169 256</box>
photo-sukumar <box>659 531 721 601</box>
black-dot <box>109 1410 116 1417</box>
cyan-dot <box>440 1410 447 1417</box>
story-deepotsava <box>57 563 469 711</box>
photo-tribute <box>179 370 469 452</box>
column-divider <box>471 340 472 710</box>
masthead <box>57 51 889 79</box>
headline: ನಮಗೆ ನ್ಯಾಯ ಸಿಕ್ಕಿದೆ: ಡಿಕೆಶಿ <box>133 994 239 1008</box>
issue-date: ಶುಕ್ರವಾರ 14 ನವೆಂಬರ್ 2025 <box>758 58 889 72</box>
photo-caption: ತಂಬಾಕು ರೈತರು ಮತ್ತು ಮಂಡಳಿಯ ಅಧಿಕಾರಿಗಳೊಂದಿಗೆ ಮಾತನಾಡುತ್ತಿರುವ ಸಂಸದ ಯದುವೀರ್. <box>482 183 646 198</box>
story-sukumar <box>657 503 889 631</box>
headline: ಚಾಲಕ ಸಾವು, 6 ಮಂದಿಗೆ ಗಾಯ <box>101 106 243 121</box>
subhead: ಪಿರಿಯಾಪಟ್ಟಣದಲ್ಲಿ ತಂಬಾಕು ಮಂಡಳಿ ಅಧಿಕಾರಿಗಳ ಸಭೆಯಲ್ಲಿ ಯದುವೀರ್ ಆಗ್ರಹ <box>295 107 530 117</box>
story-prakarana <box>300 1185 532 1365</box>
article-body: ಹಿರನಗೂಡು, ನ.13– ಪ್ರಾಚೀನ ಪ್ರಸಿದ್ಧ ಶ್ರೀ ಗುಂಡ್ಲು ನರಸಿಂಹಸ್ವಾಮಿ ದೇವಾಲಯದಲ್ಲಿ ಕಾರ್ತಿಕ ಮಾಸದ ಪ್ರಯುಕ್ತ ನ.17ರ ಸೋಮವಾರ ಸಂಜೆ 6 ಗಂಟೆಗೆ ಲಕ್ಷ ದೀಪೋತ್ಸವ ಹಾಗೂ ಕಪಿಲಾ ನದಿಯಲ್ಲಿ ತೆಪ್ಪೋತ್ಸವ ನಡೆಯಲಿದೆ. ಈ ಸಂದರ್ಭದಲ್ಲಿ ವಿಶೇಷ ಪೂಜೆ ಸಲ್ಲಿಸಲಾಗುವುದು. <box>59 589 174 629</box>
photo-silk-office <box>771 132 886 228</box>
article-body: ಬೆಂಗಳೂರು, ನ.13– ಕಲಬುರಗಿ ಜಿಲ್ಲೆಯ ಚಿತ್ತಾಪುರ ಪಟ್ಟಣದಲ್ಲಿ ಆರ್‌ಎಸ್‌ಎಸ್ ಪಥಸಂಚಲನಕ್ಕೆ ಕೊನೆಗೂ ಹೈಕೋರ್ಟ್ ಷರತ್ತುಬದ್ಧ ಅನುಮತಿ ನೀಡಿದೆ. ನ.16ರಂದು ಪಥಸಂಚಲನ ನಡೆಸಲು ಅವಕಾಶ ನೀಡಲಾಗಿದ್ದು, 300 ಗಣವೇಷಧಾರಿಗಳು ಮತ್ತು 50 ಬ್ಯಾಂಡ್ ವಾದಕರು ಭಾಗವಹಿಸಬಹುದು. ನಿಗದಿತ ಮಾರ್ಗದಲ್ಲಿ ಮಾತ್ರ ಪಥಸಂಚಲನ ನಡೆಸಬೇಕು. <box>660 983 772 1039</box>
photo-siddaramaiah <box>660 1260 716 1326</box>
photo-caption: ಬೀಗ ಹಾಕಿರುವ ರೇಷ್ಮೆ ಇಲಾಖೆ ಕಚೇರಿ. <box>773 230 849 237</box>
section-title: ಮೈಸೂರು ಗ್ರಾಮಾಂತರ <box>127 55 250 75</box>
story-cm-delhi <box>705 717 889 927</box>
yellow-dot <box>846 1410 853 1417</box>
column-divider <box>655 935 656 1180</box>
article-body: ಚಿತ್ರದುರ್ಗ ಜಿಲ್ಲೆಯ ಹಿರಿಯೂರು ತಾಲ್ಲೂಕಿನ ಯೋಜನೆಗೆ ಸಂಪುಟ ಸಭೆ ಅನುಮೋದನೆ ನೀಡಿದೆ. ಯೋಜನೆಯ ಅಂದಾಜು ವೆಚ್ಚ ಪರಿಷ್ಕರಿಸಲಾಗಿದೆ. ಸಂಪುಟ ಸಭೆಯ ನಿರ್ಧಾರವನ್ನು ಸಚಿವ ಎಚ್.ಕೆ.ಪಾಟೀಲ್ ಸುದ್ದಿಗಾರರಿಗೆ ತಿಳಿಸಿದರು. ಕಾಮಗಾರಿ ಶೀಘ್ರ ಆರಂಭಿಸಲು ಸೂಚನೆ ನೀಡಲಾಗಿದೆ ಎಂದರು. ನೀರಾವರಿ ನಿಗಮದ ಮೂಲಕ ಅನುಷ್ಠಾನ. <box>177 1207 289 1263</box>
story-book-release <box>538 1192 889 1362</box>
article-body: ವಿರುದ್ಧ ದಾಖಲಿಸಿದ್ದ ಪ್ರಕರಣವನ್ನು ರದ್ದುಗೊಳಿಸಲು ಹೈಕೋರ್ಟ್ ನಿರಾಕರಿಸಿದೆ. ದೂರುದಾರರು ಮತ್ತು ಆರೋಪಿಗಳ ಪರ ವಾದ ಆಲಿಸಿದ ನ್ಯಾಯಪೀಠ, 2024ರ ಫೆಬ್ರವರಿಯಲ್ಲಿ ದಾಖಲಾದ ಪ್ರಕರಣದ ತನಿಖೆ ಮುಂದುವರಿಸಲು ಸೂಚಿಸಿದೆ. ಪೊಲೀಸರು ಸಲ್ಲಿಸಿದ ಆರೋಪಪಟ್ಟಿ ಆಧರಿಸಿ ವಿಚಾರಣೆ ನಡೆಸಲಾಗುವುದು. ವಿಶೇಷ ನ್ಯಾಯಾಲಯದಲ್ಲಿ ವಿಚಾರಣೆ ಮುಂದುವರೆಯಲಿದೆ ಎಂದು ಆದೇಶಿಸಿದೆ. <box>300 1209 532 1241</box>
story-mekedatu <box>57 717 315 987</box>
headline: ನ.17ರಂದು ಲಕ್ಷ ದೀಪೋತ್ಸವ, ಕಪಿಲಾ ನದಿಯಲ್ಲಿ ತೆಪ್ಪೋತ್ಸವ <box>59 566 324 582</box>
story-chittapur <box>660 935 889 1180</box>
page-label: ಪುಟ <box>62 60 73 68</box>
